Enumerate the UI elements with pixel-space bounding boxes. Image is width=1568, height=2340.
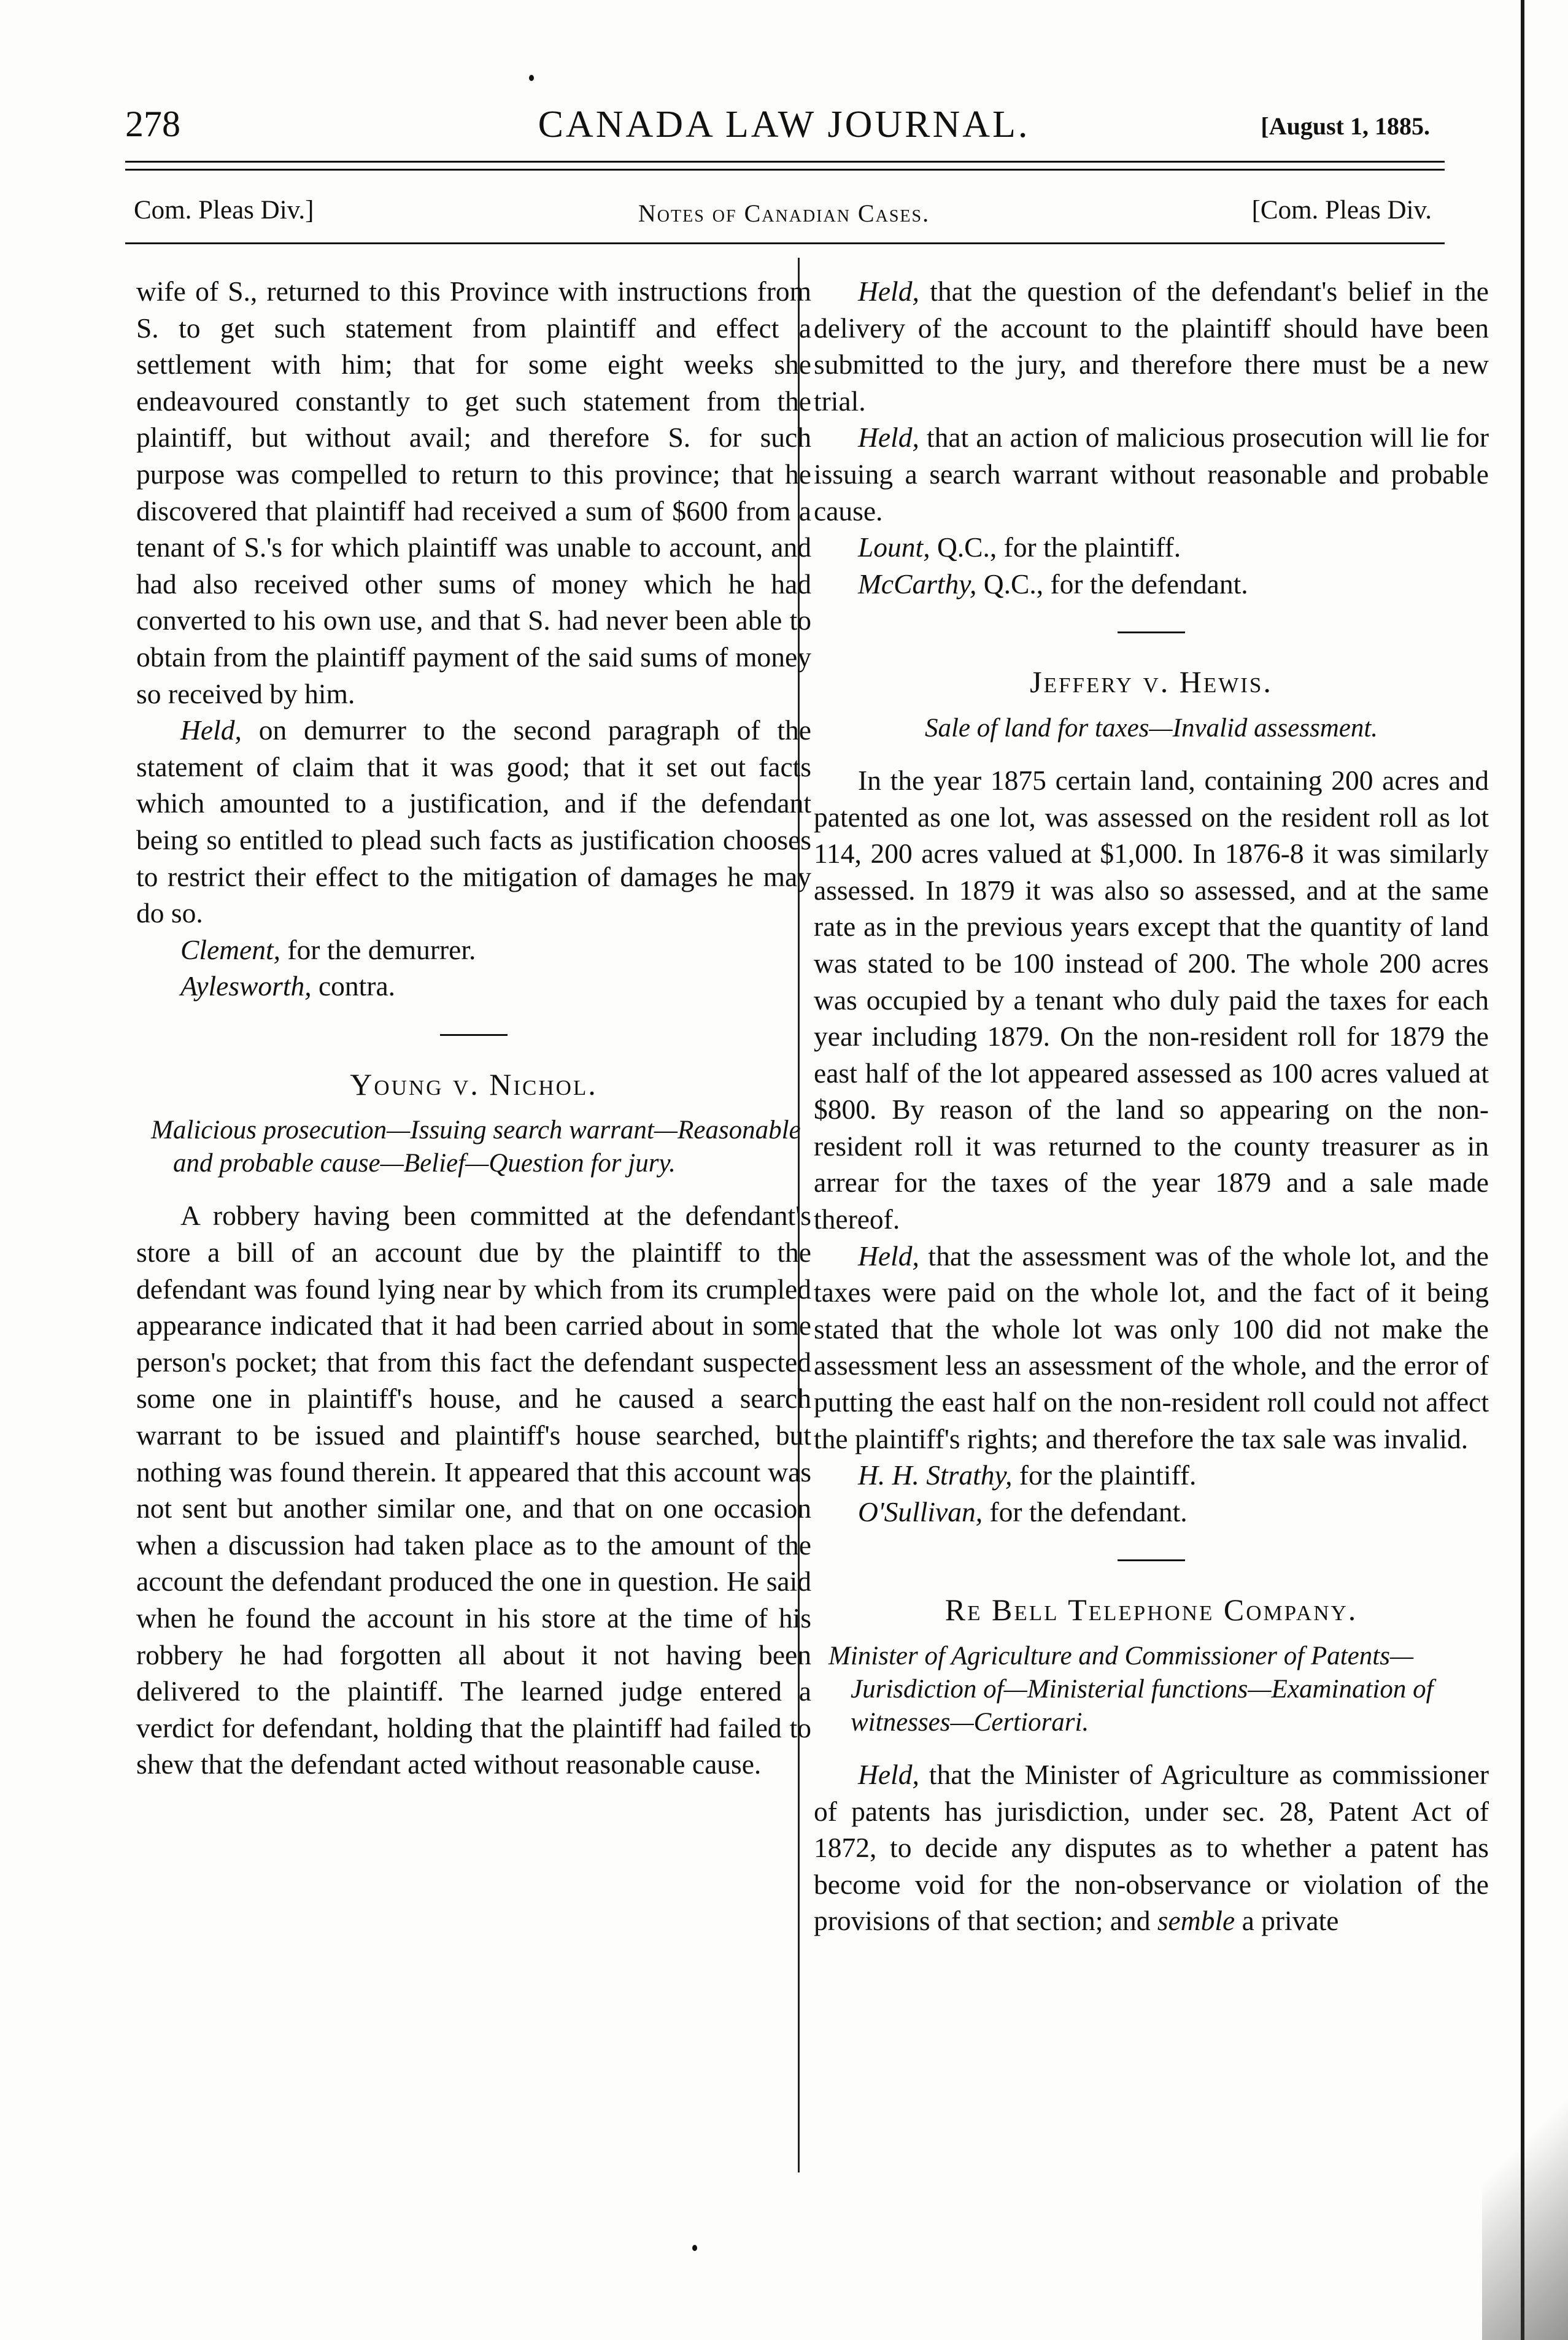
counsel-role: Q.C., for the plaintiff. <box>930 531 1181 563</box>
division-left: Com. Pleas Div.] <box>134 196 314 225</box>
counsel-line <box>136 968 811 1005</box>
counsel-role: contra. <box>311 970 396 1002</box>
counsel-name: Lount, <box>858 531 930 563</box>
case-separator <box>1118 1559 1185 1561</box>
case-title: Jeffery v. Hewis. <box>1030 665 1273 700</box>
counsel-name: McCarthy, <box>858 568 977 600</box>
held-label: Held, <box>858 422 919 454</box>
case-separator <box>1118 631 1185 633</box>
print-speck <box>529 75 534 81</box>
paragraph-continued: wife of S., returned to this Province with instructions from S. to get such statement from plaintiff and effect a settlement with him; that for some eight weeks she endeavoured constantly to get such statement from the plaintiff, but without avail; and therefore S. for such purpose was compelled to return to this province; that he discovered that plaintiff had received a sum of $600 from a tenant of S.'s for which plaintiff was unable to account, and had also received other sums of money which he had converted to his own use, and that S. had never been able to obtain from the plaintiff payment of the said sums of money so received by him. <box>136 276 811 709</box>
held-text: that the assessment was of the whole lot, and the taxes were paid on the whole lot, and the fact of it being stated that the whole lot was only 100 did not make the assessment less an assessment of the whole, and the error of putting the east half on the non-resident roll could not affect the plaintiff's rights; and therefore the tax sale was invalid. <box>814 1240 1489 1454</box>
header-rule-bottom <box>125 169 1445 171</box>
journal-title: CANADA LAW JOURNAL. <box>538 104 1030 145</box>
case-subtitle: Sale of land for taxes—Invalid assessment. <box>924 713 1378 743</box>
counsel-role: for the plaintiff. <box>1012 1459 1197 1491</box>
counsel-line <box>814 566 1489 603</box>
counsel-role: for the defendant. <box>983 1496 1188 1527</box>
held-label: Held, <box>858 276 919 307</box>
counsel-name: H. H. Strathy, <box>858 1459 1013 1491</box>
case-body: In the year 1875 certain land, containing 200 acres and patented as one lot, was assessed on the resident roll as lot 114, 200 acres valued at $1,000. In 1876-8 it was similarly assessed. In 1879 it was also so assessed, and at the same rate as in the previous years except that the quantity of land was stated to be 100 instead of 200. The whole 200 acres was occupied by a tenant who duly paid the taxes for each year including 1879. On the non-resident roll for 1879 the east half of the lot appeared assessed as 100 acres valued at $800. By reason of the land so appearing on the non-resident roll it was returned to the county treasurer as in arrear for the taxes of the year 1879 and a sale made thereof. <box>814 764 1489 1235</box>
section-title: Notes of Canadian Cases. <box>638 199 930 227</box>
issue-date: [August 1, 1885. <box>1261 112 1430 140</box>
case-subtitle: Malicious prosecution—Issuing search warrant—Reasonable and probable cause—Belief—Question for jury. <box>151 1116 801 1178</box>
held-text: on demurrer to the second paragraph of the statement of claim that it was good; that it set out facts which amounted to a justification, and if the defendant being so entitled to plead such facts as justification chooses to restrict their effect to the mitigation of damages he may do so. <box>136 714 811 929</box>
left-column <box>136 273 811 1783</box>
counsel-line <box>814 1494 1489 1531</box>
holding-paragraph <box>136 712 811 932</box>
held-label: Held, <box>858 1240 919 1272</box>
case-subtitle: Minister of Agriculture and Commissioner of Patents—Jurisdiction of—Ministerial functions—Examination of witnesses—Certiorari. <box>828 1642 1434 1737</box>
holding-paragraph <box>814 1756 1489 1939</box>
counsel-name: O'Sullivan, <box>858 1496 983 1527</box>
counsel-role: for the demurrer. <box>280 933 476 965</box>
print-speck <box>692 2245 697 2251</box>
held-label: Held, <box>180 714 242 746</box>
page-corner-shadow <box>1482 2021 1568 2340</box>
held-label: Held, <box>858 1759 919 1790</box>
held-text-tail: a private <box>1235 1905 1339 1937</box>
counsel-line <box>136 932 811 968</box>
case-title: Re Bell Telephone Company. <box>944 1593 1358 1628</box>
holding-paragraph <box>814 419 1489 529</box>
semble-term: semble <box>1157 1905 1235 1937</box>
holding-paragraph <box>814 273 1489 419</box>
case-title: Young v. Nichol. <box>350 1067 598 1102</box>
holding-paragraph <box>814 1238 1489 1458</box>
right-column <box>814 273 1489 1939</box>
held-text: that the Minister of Agriculture as commissioner of patents has jurisdiction, under sec. 28, Patent Act of 1872, to decide any disputes as to whether a patent has become void for the non-observance or violation of the provisions of that section; and <box>814 1759 1489 1937</box>
case-body: A robbery having been committed at the defendant's store a bill of an account due by the plaintiff to the defendant was found lying near by which from its crumpled appearance indicated that it had been carried about in some person's pocket; that from this fact the defendant suspected some one in plaintiff's house, and he caused a search warrant to be issued and plaintiff's house searched, but nothing was found therein. It appeared that this account was not sent but another similar one, and that on one occasion when a discussion had taken place as to the amount of the account the defendant produced the one in question. He said when he found the account in his store at the time of his robbery he had forgotten all about it not having been delivered to the plaintiff. The learned judge entered a verdict for defendant, holding that the plaintiff had failed to shew that the defendant acted without reasonable cause. <box>136 1200 811 1780</box>
counsel-line <box>814 1457 1489 1494</box>
counsel-line <box>814 529 1489 566</box>
subheader-rule <box>125 242 1445 244</box>
counsel-name: Aylesworth, <box>180 970 312 1002</box>
page-edge-line <box>1521 0 1524 2340</box>
counsel-name: Clement, <box>180 933 281 965</box>
page-number: 278 <box>125 104 180 144</box>
held-text: that an action of malicious prosecution will lie for issuing a search warrant without reasonable and probable cause. <box>814 422 1489 527</box>
counsel-role: Q.C., for the defendant. <box>976 568 1248 600</box>
header-rule-top <box>125 161 1445 163</box>
held-text: that the question of the defendant's belief in the delivery of the account to the plaintiff should have been submitted to the jury, and therefore there must be a new trial. <box>814 276 1489 417</box>
case-separator <box>440 1034 508 1036</box>
division-right: [Com. Pleas Div. <box>1251 196 1432 225</box>
